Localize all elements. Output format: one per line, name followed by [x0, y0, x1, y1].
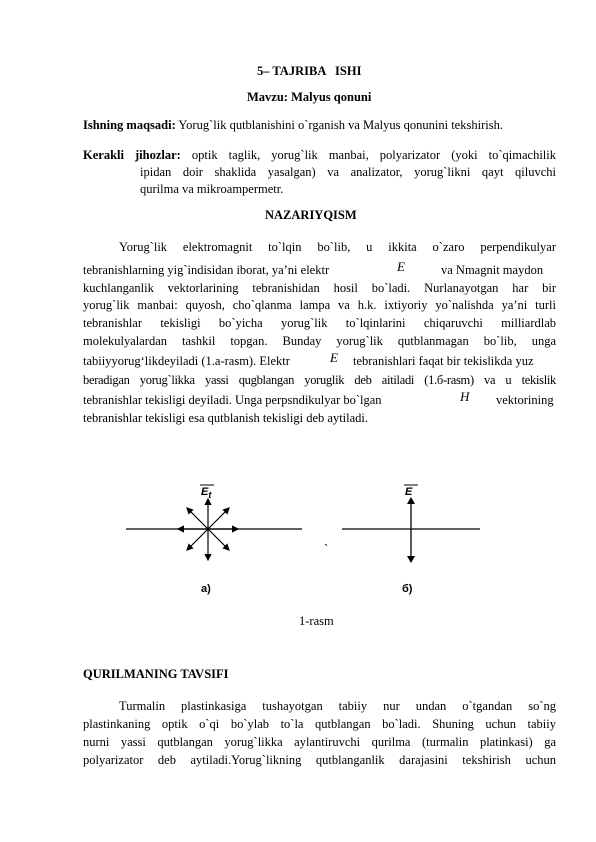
vector-up-left: [187, 508, 208, 529]
theory-line-3: kuchlanganlik vektorlarining tebranishidan hosil bo`ladi. Nurlanayotgan har bir: [83, 281, 556, 295]
vector-down-right: [208, 529, 229, 550]
figure-a-vectors: [178, 499, 238, 560]
vector-up-right: [208, 508, 229, 529]
figure-a-caption: a): [201, 583, 211, 595]
theory-line-7a: tabiiyyorug‘likdeyiladi (1.a-rasm). Elektr: [83, 354, 290, 368]
vector-down-left: [187, 529, 208, 550]
equipment-label: Kerakli jihozlar:: [83, 148, 181, 162]
device-line-4: polyarizator deb aytiladi.Yorug`likning qutblanganlik darajasini tekshirish uchun: [83, 753, 556, 767]
figure-a-vector-subscript: t: [208, 490, 212, 500]
device-line-2: plastinkaning optik o`qi bo`ylab to`la qutblangan bo`ladi. Shuning uchun tabiiy: [83, 717, 556, 731]
theory-line-1: Yorug`lik elektromagnit to`lqin bo`lib, u ikkita o`zaro perpendikulyar: [119, 240, 556, 254]
theory-line-9b: vektorining: [496, 393, 554, 407]
equipment-line-2: ipidan doir shaklida yasalgan) va analizator, yorug`likni qayt qiluvchi: [140, 165, 556, 179]
figure-caption: 1-rasm: [299, 614, 334, 628]
device-heading: QURILMANING TAVSIFI: [83, 667, 229, 681]
theory-line-2a: tebranishlarning yig`indisidan iborat, ya’ni elektr: [83, 263, 330, 277]
figure-b-vector-label: E: [405, 486, 413, 498]
theory-heading: NAZARIYQISM: [265, 208, 357, 222]
device-line-1: Turmalin plastinkasiga tushayotgan tabiiy nur undan o`tgandan so`ng: [119, 699, 556, 713]
theory-line-2b: va Nmagnit maydon: [441, 263, 544, 277]
figure-stray-mark: `: [324, 542, 329, 556]
figure-b-diagram: [342, 497, 480, 563]
figure-a-vector-label: [201, 484, 211, 501]
equipment-line-3: qurilma va mikroampermetr.: [140, 182, 284, 196]
vector-h-symbol: H: [460, 389, 470, 404]
theory-line-6: molekulyalardan tashkil topgan. Bunday yorug`lik qutblanmagan bo`lib, unga: [83, 334, 556, 348]
theory-line-9a: tebranishlar tekisligi deyiladi. Unga perpsndikulyar bo`lgan: [83, 393, 382, 407]
theory-line-5: tebranishlar tekisligi bo`yicha yorug`lik to`lqinlarini chiqaruvchi milliardlab: [83, 316, 556, 330]
goal-text: Yorug`lik qutblanishini o`rganish va Malyus qonunini tekshirish.: [175, 118, 503, 132]
vector-e-symbol: E: [397, 259, 405, 274]
theory-line-10: tebranishlar tekisligi esa qutblanish tekisligi deb aytiladi.: [83, 411, 369, 425]
vector-e-symbol-2: E: [330, 350, 338, 365]
theory-line-8: beradigan yorug`likka yassi qugblangan yoruglik deb aitiladi (1.б-rasm) va u tekislik: [83, 373, 556, 387]
equipment-text-1: optik taglik, yorug`lik manbai, polyarizator (yoki to`qimachilik: [180, 148, 556, 162]
figure-a-diagram: [126, 499, 302, 560]
figure-a-vector-letter: E: [201, 486, 209, 498]
figure-b-caption: б): [402, 583, 413, 595]
goal-label: Ishning maqsadi:: [83, 118, 176, 132]
theory-line-4: yorug`lik manbai: quyosh, cho`qlanma lampa va h.k. ixtiyoriy yo`nalishda ya’ni turli: [83, 298, 556, 312]
page-title: 5– TAJRIBA ISHI: [257, 64, 362, 78]
theory-line-7b: tebranishlari faqat bir tekislikda yuz: [353, 354, 534, 368]
device-line-3: nurni yassi qutblangan yorug`likka aylantiruvchi qurilma (turmalin platinkasi) ga: [83, 735, 556, 749]
figure-b-arrow-down: [407, 556, 415, 563]
page-subtitle: Mavzu: Malyus qonuni: [247, 90, 372, 104]
